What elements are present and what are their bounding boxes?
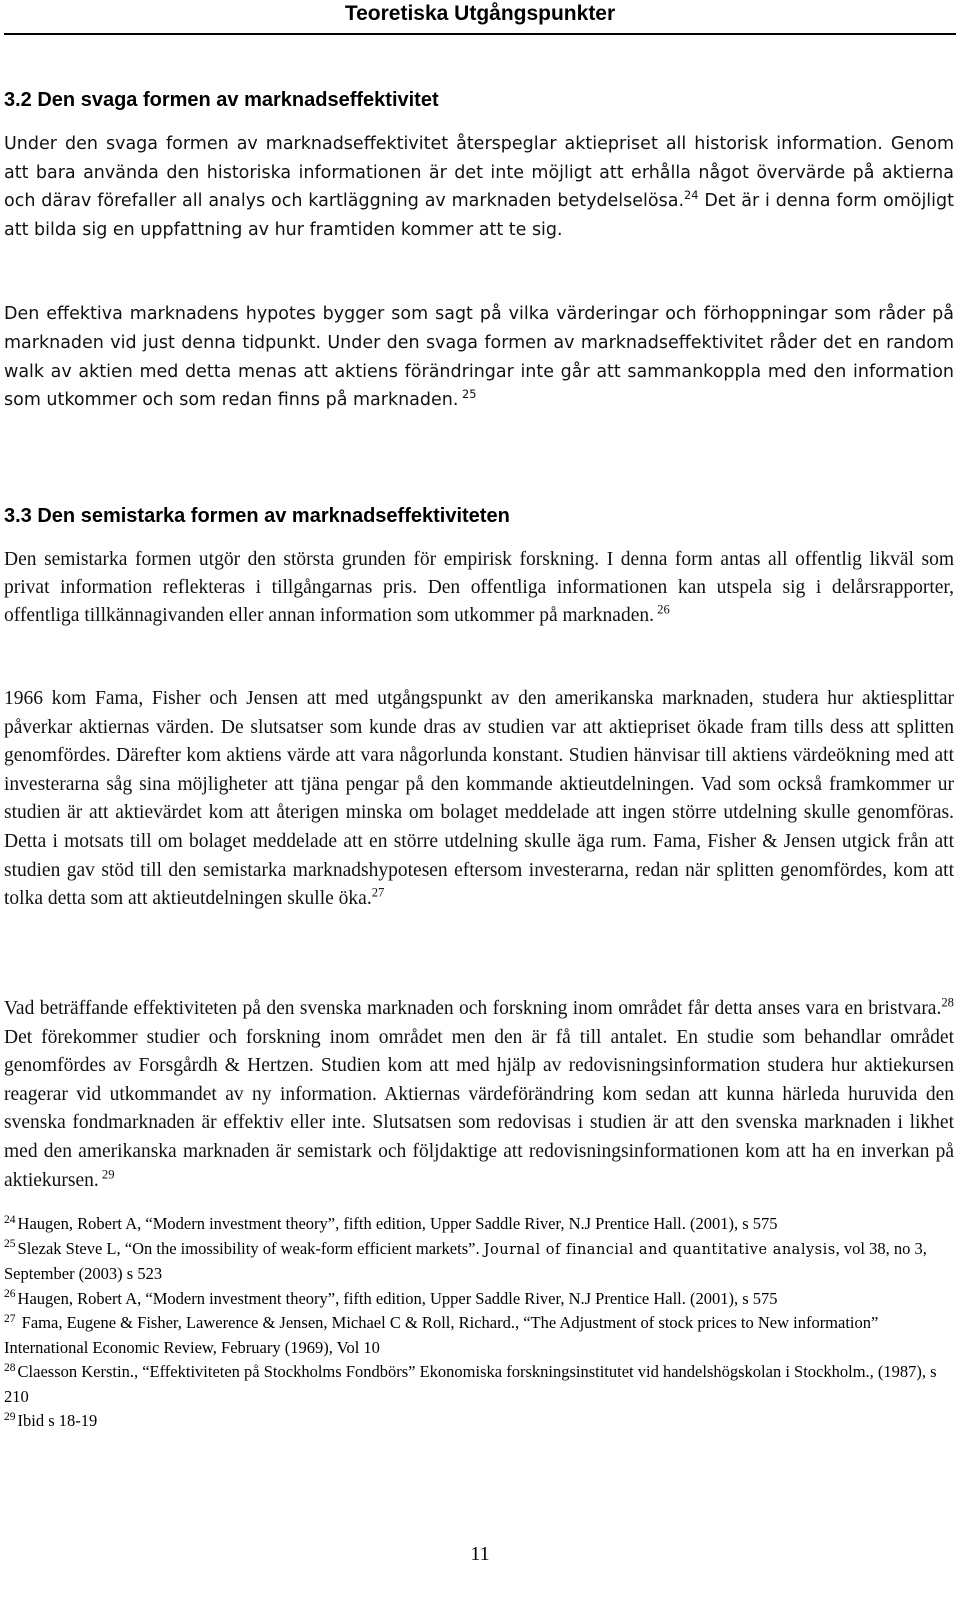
footnote-24	[4, 1212, 954, 1237]
footnote-ref-25: 25	[458, 387, 477, 402]
footnote-ref-27: 27	[371, 885, 385, 900]
paragraph-text: Den effektiva marknadens hypotes bygger som sagt på vilka värderingar och förhoppningar som råder på marknaden vid just denna tidpunkt. Under den svaga formen av marknadseffektivitet råder det en random walk av aktien med detta menas att aktiens förändringar inte går att sammankoppla med den information som utkommer och som redan finns på marknaden.	[4, 304, 954, 411]
footnote-ref-28: 28	[941, 995, 954, 1010]
section-heading-3-3: 3.3 Den semistarka formen av marknadseffektiviteten	[4, 505, 510, 527]
footnote-text: Claesson Kerstin., “Effektiviteten på Stockholms Fondbörs” Ekonomiska forskningsinstitutet vid handelshögskolan i Stockholm., (1987), s 210	[4, 1362, 937, 1406]
section-heading-3-2: 3.2 Den svaga formen av marknadseffektivitet	[4, 89, 439, 111]
footnote-ref-29: 29	[98, 1167, 115, 1182]
footnote-29	[4, 1409, 954, 1434]
paragraph-weak-form-1	[4, 130, 954, 244]
footnote-26	[4, 1287, 954, 1312]
paragraph-weak-form-2	[4, 300, 954, 415]
paragraph-text: Det är i denna form omöjligt att bilda sig en uppfattning av hur framtiden kommer att te sig.	[4, 191, 954, 240]
footnote-25	[4, 1237, 954, 1287]
running-header: Teoretiska Utgångspunkter	[344, 2, 616, 25]
footnote-ref-26: 26	[653, 602, 670, 617]
footnote-number: 25	[4, 1238, 16, 1250]
footnote-text: Slezak Steve L, “On the imossibility of weak-form efficient markets”.	[17, 1238, 484, 1258]
footnote-text: Haugen, Robert A, “Modern investment theory”, fifth edition, Upper Saddle River, N.J Prentice Hall. (2001), s 575	[17, 1214, 778, 1233]
footnote-27	[4, 1311, 954, 1360]
footnotes	[4, 1212, 954, 1434]
page-number: 11	[470, 1543, 490, 1565]
footnote-number: 26	[4, 1288, 16, 1300]
paragraph-text: Vad beträffande effektiviteten på den svenska marknaden och forskning inom området får detta anses vara en bristvara.	[4, 998, 942, 1019]
paragraph-text: Det förekommer studier och forskning inom området men den är få till antalet. En studie som behandlar området genomfördes av Forsgårdh & Hertzen. Studien kom att med hjälp av redovisningsinformation studera hur aktiekursen reagerar vid utkommandet av ny information. Aktiernas värdeförändring kom sedan att kunna härleda huruvida den svenska fondmarknaden är effektiv eller inte. Slutsatsen som redovisas i studien är att den svenska marknaden i likhet med den amerikanska marknaden är semistark och följdaktige att redovisningsinformationen kom att ha en inverkan på aktiekursen.	[4, 1026, 954, 1191]
header-rule	[4, 33, 956, 35]
footnote-text: Ibid s 18-19	[17, 1411, 98, 1430]
footnote-text: , vol 38, no 3, September (2003) s 523	[4, 1238, 927, 1283]
footnote-number: 27	[4, 1312, 16, 1325]
footnote-text: Haugen, Robert A, “Modern investment theory”, fifth edition, Upper Saddle River, N.J Prentice Hall. (2001), s 575	[17, 1288, 778, 1308]
footnote-ref-24: 24	[684, 188, 699, 203]
paragraph-text: Under den svaga formen av marknadseffektivitet återspeglar aktiepriset all historisk information. Genom att bara använda den historiska informationen är det inte möjligt att erhålla något övervärde på aktierna och därav förefaller all analys och kartläggning av marknaden betydelselösa.	[4, 134, 954, 211]
footnote-number: 29	[4, 1410, 16, 1423]
paragraph-semistrong-2	[4, 685, 954, 914]
paragraph-semistrong-3	[4, 995, 954, 1195]
paragraph-text: 1966 kom Fama, Fisher och Jensen att med utgångspunkt av den amerikanska marknaden, studera hur aktiesplittar påverkar aktiernas värden. De slutsatser som kunde dras av studien var att aktiepriset ökade fram tills dess att splitten genomfördes. Därefter kom aktiens värde att vara någorlunda konstant. Studien hänvisar till aktiens värdeökning med att investerarna såg sina möjligheter att tjäna pengar på den kommande aktieutdelningen. Vad som också framkommer ur studien är att aktievärdet kom att återigen minska om bolaget meddelade att ingen större utdelning skulle genomföras. Detta i motsats till om bolaget meddelade att en större utdelning skulle äga rum. Fama, Fisher & Jensen utgick från att studien gav stöd till den semistarka marknadshypotesen eftersom investerarna, redan när splitten genomfördes, kom att tolka detta som att aktieutdelningen skulle öka.	[4, 688, 954, 910]
paragraph-text: Den semistarka formen utgör den största grunden för empirisk forskning. I denna form antas all offentlig likväl som privat information reflekteras i tillgångarnas pris. Den offentliga informationen kan utspela sig i delårsrapporter, offentliga tillkännagivanden eller annan information som utkommer på marknaden.	[4, 549, 954, 626]
footnote-journal: Journal of financial and quantitative analysis	[483, 1241, 836, 1258]
paragraph-semistrong-1	[4, 546, 954, 630]
footnote-text: Fama, Eugene & Fisher, Lawerence & Jensen, Michael C & Roll, Richard., “The Adjustment of stock prices to New information” International Economic Review, February (1969), Vol 10	[4, 1313, 879, 1357]
footnote-number: 28	[4, 1361, 16, 1374]
footnote-28	[4, 1360, 954, 1409]
footnote-number: 24	[4, 1213, 16, 1226]
